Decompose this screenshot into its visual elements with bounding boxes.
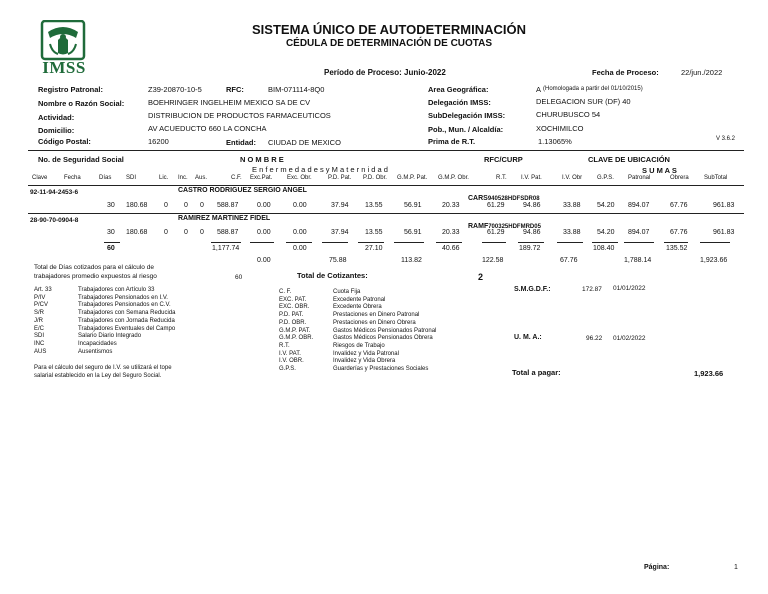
legend-row (279, 366, 436, 374)
header-rule (28, 150, 744, 151)
legend-row (34, 318, 176, 326)
cell-iv-pat: 94.86 (523, 229, 541, 236)
registro-value: Z39-20870-10-5 (148, 85, 202, 94)
area-label: Area Geográfica: (428, 85, 489, 94)
cell-patronal: 894.07 (628, 229, 650, 236)
legend-row (34, 295, 176, 303)
legend-code: EXC. PAT. (279, 296, 307, 303)
cell-aus: 0 (200, 202, 204, 209)
prima-value: 1.13065% (538, 137, 572, 146)
cell-inc: 0 (184, 229, 188, 236)
col-dias: Días (99, 175, 112, 181)
cell-sdi: 180.68 (126, 202, 148, 209)
dias-cotizados-value: 60 (235, 274, 243, 281)
cell-lic: 0 (164, 229, 168, 236)
entidad-value: CIUDAD DE MEXICO (268, 138, 341, 147)
legend-row (279, 304, 436, 312)
cell-subtotal: 961.83 (713, 202, 735, 209)
legend-row (279, 358, 436, 366)
area-note: (Homologada a partir del 01/10/2015) (543, 86, 643, 92)
legend-desc: Invalidez y Vida Patronal (333, 350, 399, 357)
entidad-label: Entidad: (226, 138, 256, 147)
row-rule (28, 213, 744, 214)
total-underline (624, 242, 654, 243)
enfermedades-header: E n f e r m e d a d e s y M a t e r n i d a d (252, 165, 388, 174)
col-iv-obr: I.V. Obr (562, 175, 583, 181)
cell-inc: 0 (184, 202, 188, 209)
legend-row (279, 320, 436, 328)
legend-row (34, 310, 176, 318)
total-cf: 1,177.74 (212, 245, 240, 252)
legend-row (34, 287, 176, 295)
process-date-value: 22/jun./2022 (681, 68, 723, 77)
legend-row (279, 312, 436, 320)
cell-exc-pat: 0.00 (257, 229, 271, 236)
total-underline (557, 242, 583, 243)
legend-code: P.D. OBR. (279, 319, 307, 326)
legend-code: G.M.P. PAT. (279, 327, 311, 334)
legend-desc: Trabajadores Eventuales del Campo (78, 325, 176, 332)
cell-rt: 61.29 (487, 229, 505, 236)
legend-row (34, 302, 176, 310)
legend-code: INC (34, 340, 45, 347)
total-underline (436, 242, 462, 243)
total-underline (211, 242, 241, 243)
legend-code: I.V. PAT. (279, 350, 301, 357)
cell-gmp-pat: 56.91 (404, 229, 422, 236)
nombre-header: N O M B R E (240, 155, 284, 164)
table-row (0, 229, 768, 241)
column-headers (0, 175, 768, 184)
col-rt: R.T. (496, 175, 507, 181)
legend-desc: Trabajadores Pensionados en I.V. (78, 294, 168, 301)
cell-lic: 0 (164, 202, 168, 209)
legend-row (279, 289, 436, 297)
nombre-label: Nombre o Razón Social: (38, 99, 125, 108)
legend-desc: Excedente Patronal (333, 296, 386, 303)
total-obrera: 135.52 (666, 245, 688, 252)
cotizantes-label: Total de Cotizantes: (297, 271, 368, 280)
cell-exc-obr: 0.00 (293, 229, 307, 236)
cell-iv-obr: 33.88 (563, 229, 581, 236)
version-label: V 3.6.2 (716, 136, 736, 142)
curp-prefix: RAMF (468, 223, 489, 230)
cell-patronal: 894.07 (628, 202, 650, 209)
total-underline (482, 242, 506, 243)
subdelegacion-value: CHURUBUSCO 54 (536, 110, 601, 119)
cell-exc-obr: 0.00 (293, 202, 307, 209)
total-iv-obr: 67.76 (560, 257, 578, 264)
col-gps: G.P.S. (597, 175, 614, 181)
total-exc-obr: 0.00 (293, 245, 307, 252)
legend-desc: Trabajadores con Semana Reducida (78, 310, 176, 317)
legend-code: C. F. (279, 289, 292, 295)
nss-header: No. de Seguridad Social (38, 155, 124, 164)
cell-obrera: 67.76 (670, 229, 688, 236)
legend-desc: Cuota Fija (333, 289, 361, 295)
legend-desc: Invalidez y Vida Obrera (333, 358, 396, 365)
legend-row (279, 335, 436, 343)
registro-label: Registro Patronal: (38, 85, 104, 94)
area-value: A (536, 85, 542, 94)
legend-desc: Prestaciones en Dinero Patronal (333, 312, 420, 319)
sumas-header: S U M A S (642, 166, 677, 175)
domicilio-label: Domicilio: (38, 126, 75, 135)
total-pd-obr: 27.10 (365, 245, 383, 252)
legend-desc: Salario Diario Integrado (78, 333, 142, 340)
total-exc-pat: 0.00 (257, 257, 271, 264)
legend-mid (279, 289, 436, 374)
total-gmp-obr: 40.66 (442, 245, 460, 252)
legend-row (279, 297, 436, 305)
subdelegacion-label: SubDelegación IMSS: (428, 111, 506, 120)
legend-desc: Excedente Obrera (333, 304, 382, 311)
col-obrera: Obrera (670, 175, 689, 181)
col-sdi: SDI (126, 175, 137, 181)
legend-row (34, 341, 176, 349)
cell-gmp-pat: 56.91 (404, 202, 422, 209)
total-patronal: 1,788.14 (624, 257, 652, 264)
total-underline (250, 242, 274, 243)
page-title: SISTEMA ÚNICO DE AUTODETERMINACIÓN (252, 22, 526, 37)
smgdf-date: 01/01/2022 (613, 285, 646, 292)
worker-name: CASTRO RODRIGUEZ SERGIO ANGEL (178, 187, 307, 194)
uma-label: U. M. A.: (514, 334, 542, 341)
legend-desc: Incapacidades (78, 340, 117, 347)
col-exc-obr: Exc. Obr. (287, 175, 312, 181)
legend-code: G.P.S. (279, 366, 296, 373)
legend-desc: Trabajadores con Jornada Reducida (78, 317, 175, 324)
legend-code: EXC. OBR. (279, 304, 310, 311)
actividad-label: Actividad: (38, 113, 75, 122)
worker-nss: 28-90-70-0904-8 (30, 217, 79, 224)
legend-code: P/IV (34, 294, 46, 301)
total-dias: 60 (107, 245, 115, 252)
legend-code: Art. 33 (34, 287, 52, 293)
cell-pd-pat: 37.94 (331, 202, 349, 209)
col-fecha: Fecha (64, 175, 81, 181)
delegacion-label: Delegación IMSS: (428, 98, 491, 107)
cell-dias: 30 (107, 229, 115, 236)
legend-note-2: salarial establecido en la Ley del Seguro Social. (34, 373, 162, 379)
legend-row (279, 351, 436, 359)
legend-desc: Guarderías y Prestaciones Sociales (333, 366, 429, 373)
col-patronal: Patronal (628, 175, 651, 181)
legend-code: P.D. PAT. (279, 312, 304, 319)
legend-desc: Gastos Médicos Pensionados Obrera (333, 335, 433, 342)
col-subtotal: SubTotal (704, 175, 728, 181)
cp-label: Código Postal: (38, 137, 91, 146)
legend-code: E/C (34, 325, 45, 332)
worker-nss: 92-11-94-2453-6 (30, 189, 79, 196)
col-iv-pat: I.V. Pat. (521, 175, 542, 181)
page-label: Página: (644, 564, 670, 571)
dias-cotizados-text-2: trabajadores promedio expuestos al riesgo (34, 273, 157, 280)
cell-obrera: 67.76 (670, 202, 688, 209)
legend-desc: Ausentismos (78, 348, 113, 355)
smgdf-value: 172.87 (582, 286, 602, 293)
total-underline (286, 242, 312, 243)
col-gmp-obr: G.M.P. Obr. (438, 175, 469, 181)
cell-aus: 0 (200, 229, 204, 236)
legend-left (34, 287, 176, 356)
legend-desc: Prestaciones en Dinero Obrera (333, 319, 416, 326)
totals-row-1 (0, 245, 768, 257)
total-underline (664, 242, 688, 243)
curp-suffix: 700325HDFMRD05 (488, 224, 541, 230)
total-iv-pat: 189.72 (519, 245, 541, 252)
legend-code: G.M.P. OBR. (279, 335, 314, 342)
total-gps: 108.40 (593, 245, 615, 252)
total-underline (394, 242, 424, 243)
legend-code: I.V. OBR. (279, 358, 304, 365)
cell-iv-pat: 94.86 (523, 202, 541, 209)
page-number: 1 (734, 564, 738, 571)
curp-prefix: CARS (468, 195, 488, 202)
legend-code: S/R (34, 310, 45, 317)
cp-value: 16200 (148, 137, 169, 146)
total-underline (700, 242, 730, 243)
col-aus: Aus. (195, 175, 208, 181)
period-label: Período de Proceso: Junio-2022 (324, 68, 446, 77)
cell-rt: 61.29 (487, 202, 505, 209)
total-subtotal: 1,923.66 (700, 257, 728, 264)
uma-date: 01/02/2022 (613, 335, 646, 342)
cell-sdi: 180.68 (126, 229, 148, 236)
actividad-value: DISTRIBUCION DE PRODUCTOS FARMACEUTICOS (148, 111, 331, 120)
legend-code: P/CV (34, 302, 49, 309)
delegacion-value: DELEGACION SUR (DF) 40 (536, 97, 631, 106)
col-inc: Inc. (178, 175, 188, 181)
legend-code: AUS (34, 348, 47, 355)
rfc-value: BIM-071114-8Q0 (268, 85, 325, 94)
cell-cf: 588.87 (217, 229, 239, 236)
process-date-label: Fecha de Proceso: (592, 68, 659, 77)
col-pd-pat: P.D. Pat. (328, 175, 352, 181)
legend-code: R.T. (279, 342, 290, 349)
clave-ubicacion-header: CLAVE DE UBICACIÓN (588, 155, 670, 164)
legend-row (279, 328, 436, 336)
smgdf-label: S.M.G.D.F.: (514, 286, 551, 293)
legend-desc: Riesgos de Trabajo (333, 342, 385, 349)
legend-row (34, 349, 176, 357)
legend-row (279, 343, 436, 351)
total-underline (104, 242, 120, 243)
cell-gps: 54.20 (597, 202, 615, 209)
col-cf: C.F. (231, 175, 242, 181)
legend-desc: Trabajadores Pensionados en C.V. (78, 302, 171, 309)
legend-desc: Gastos Médicos Pensionados Patronal (333, 327, 437, 334)
total-gmp-pat: 113.82 (401, 257, 422, 264)
page-subtitle: CÉDULA DE DETERMINACIÓN DE CUOTAS (285, 38, 493, 49)
col-exc-pat: Exc.Pat. (250, 175, 273, 181)
rfc-curp-header: RFC/CURP (484, 155, 523, 164)
total-underline (518, 242, 544, 243)
cell-iv-obr: 33.88 (563, 202, 581, 209)
legend-row (34, 333, 176, 341)
cell-dias: 30 (107, 202, 115, 209)
total-pagar-value: 1,923.66 (694, 369, 724, 378)
dias-cotizados-text: Total de Días cotizados para el cálculo de (34, 264, 154, 271)
total-underline (358, 242, 384, 243)
col-clave: Clave (32, 175, 48, 181)
prima-label: Prima de R.T. (428, 137, 476, 146)
cell-gps: 54.20 (597, 229, 615, 236)
cell-exc-pat: 0.00 (257, 202, 271, 209)
cell-pd-obr: 13.55 (365, 229, 383, 236)
nombre-value: BOEHRINGER INGELHEIM MEXICO SA DE CV (148, 98, 311, 107)
col-lic: Lic. (159, 175, 169, 181)
legend-code: SDI (34, 333, 45, 340)
cotizantes-value: 2 (478, 272, 484, 282)
column-rule (28, 185, 744, 186)
total-pagar-label: Total a pagar: (512, 368, 561, 377)
cell-gmp-obr: 20.33 (442, 202, 460, 209)
curp-suffix: 940528HDFSDR08 (487, 196, 540, 202)
cell-pd-obr: 13.55 (365, 202, 383, 209)
cell-gmp-obr: 20.33 (442, 229, 460, 236)
worker-name: RAMIREZ MARTINEZ FIDEL (178, 215, 271, 222)
domicilio-value: AV ACUEDUCTO 660 LA CONCHA (148, 124, 267, 133)
cell-subtotal: 961.83 (713, 229, 735, 236)
total-underline (592, 242, 618, 243)
total-underline (322, 242, 348, 243)
legend-row (34, 326, 176, 334)
pob-value: XOCHIMILCO (536, 124, 584, 133)
uma-value: 96.22 (586, 335, 603, 342)
legend-code: J/R (34, 317, 43, 324)
cell-pd-pat: 37.94 (331, 229, 349, 236)
legend-desc: Trabajadores con Artículo 33 (78, 287, 155, 293)
col-pd-obr: P.D. Obr. (363, 175, 387, 181)
pob-label: Pob., Mun. / Alcaldía: (428, 125, 504, 134)
total-pd-pat: 75.88 (329, 257, 347, 264)
cell-cf: 588.87 (217, 202, 239, 209)
legend-note: Para el cálculo del seguro de I.V. se utilizará el tope (34, 365, 172, 371)
imss-logo-text: IMSS (42, 58, 86, 77)
col-gmp-pat: G.M.P. Pat. (397, 175, 428, 181)
rfc-label: RFC: (226, 85, 244, 94)
total-rt: 122.58 (482, 257, 504, 264)
